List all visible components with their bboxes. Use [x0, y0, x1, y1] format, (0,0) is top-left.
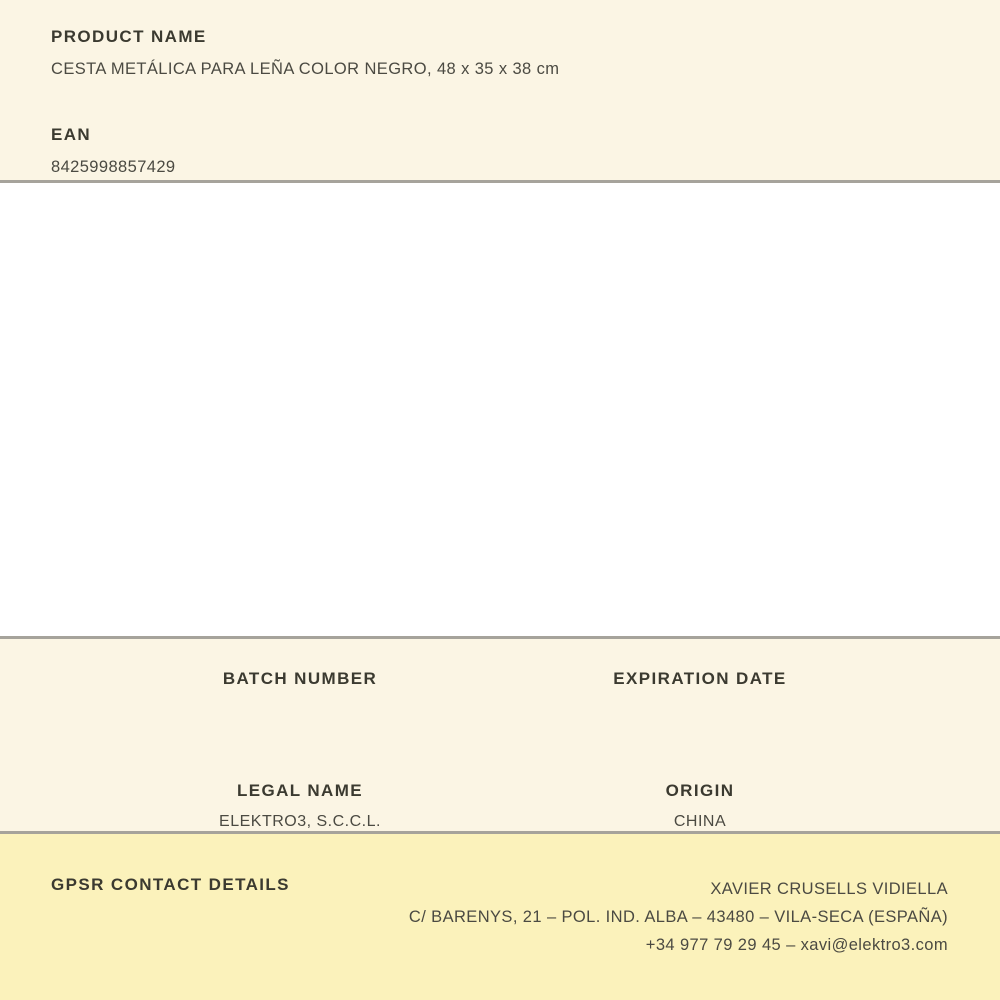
gpsr-contact-label: GPSR CONTACT DETAILS: [51, 875, 290, 894]
legal-name-value: ELEKTRO3, S.C.C.L.: [219, 813, 381, 830]
origin-value: CHINA: [673, 813, 727, 830]
info-row-spacer: [0, 719, 1000, 781]
product-header-section: [0, 0, 1000, 183]
gpsr-contact-section: [0, 834, 1000, 1000]
expiration-date-label: EXPIRATION DATE: [613, 669, 787, 688]
legal-name-field: [100, 781, 500, 831]
expiration-date-value: [500, 701, 900, 719]
info-row-batch-expiration: [100, 669, 900, 719]
info-row-legal-origin: [100, 781, 900, 831]
product-image-area: [0, 183, 1000, 639]
contact-person-name: XAVIER CRUSELLS VIDIELLA: [710, 880, 948, 898]
batch-number-field: [100, 669, 500, 719]
contact-phone-email: +34 977 79 29 45 – xavi@elektro3.com: [645, 936, 948, 954]
ean-label: EAN: [51, 125, 92, 144]
contact-address: C/ BARENYS, 21 – POL. IND. ALBA – 43480 – VILA-SECA (ESPAÑA): [408, 908, 948, 926]
gpsr-contact-block: [409, 875, 948, 959]
product-info-section: [0, 639, 1000, 834]
product-name-value: CESTA METÁLICA PARA LEÑA COLOR NEGRO, 48 x 35 x 38 cm: [51, 60, 560, 78]
origin-label: ORIGIN: [665, 781, 735, 800]
legal-name-label: LEGAL NAME: [236, 781, 364, 800]
product-name-label: PRODUCT NAME: [51, 27, 207, 46]
origin-field: [500, 781, 900, 831]
expiration-date-field: [500, 669, 900, 719]
batch-number-label: BATCH NUMBER: [222, 669, 378, 688]
batch-number-value: [100, 701, 500, 719]
ean-value: 8425998857429: [51, 158, 176, 176]
